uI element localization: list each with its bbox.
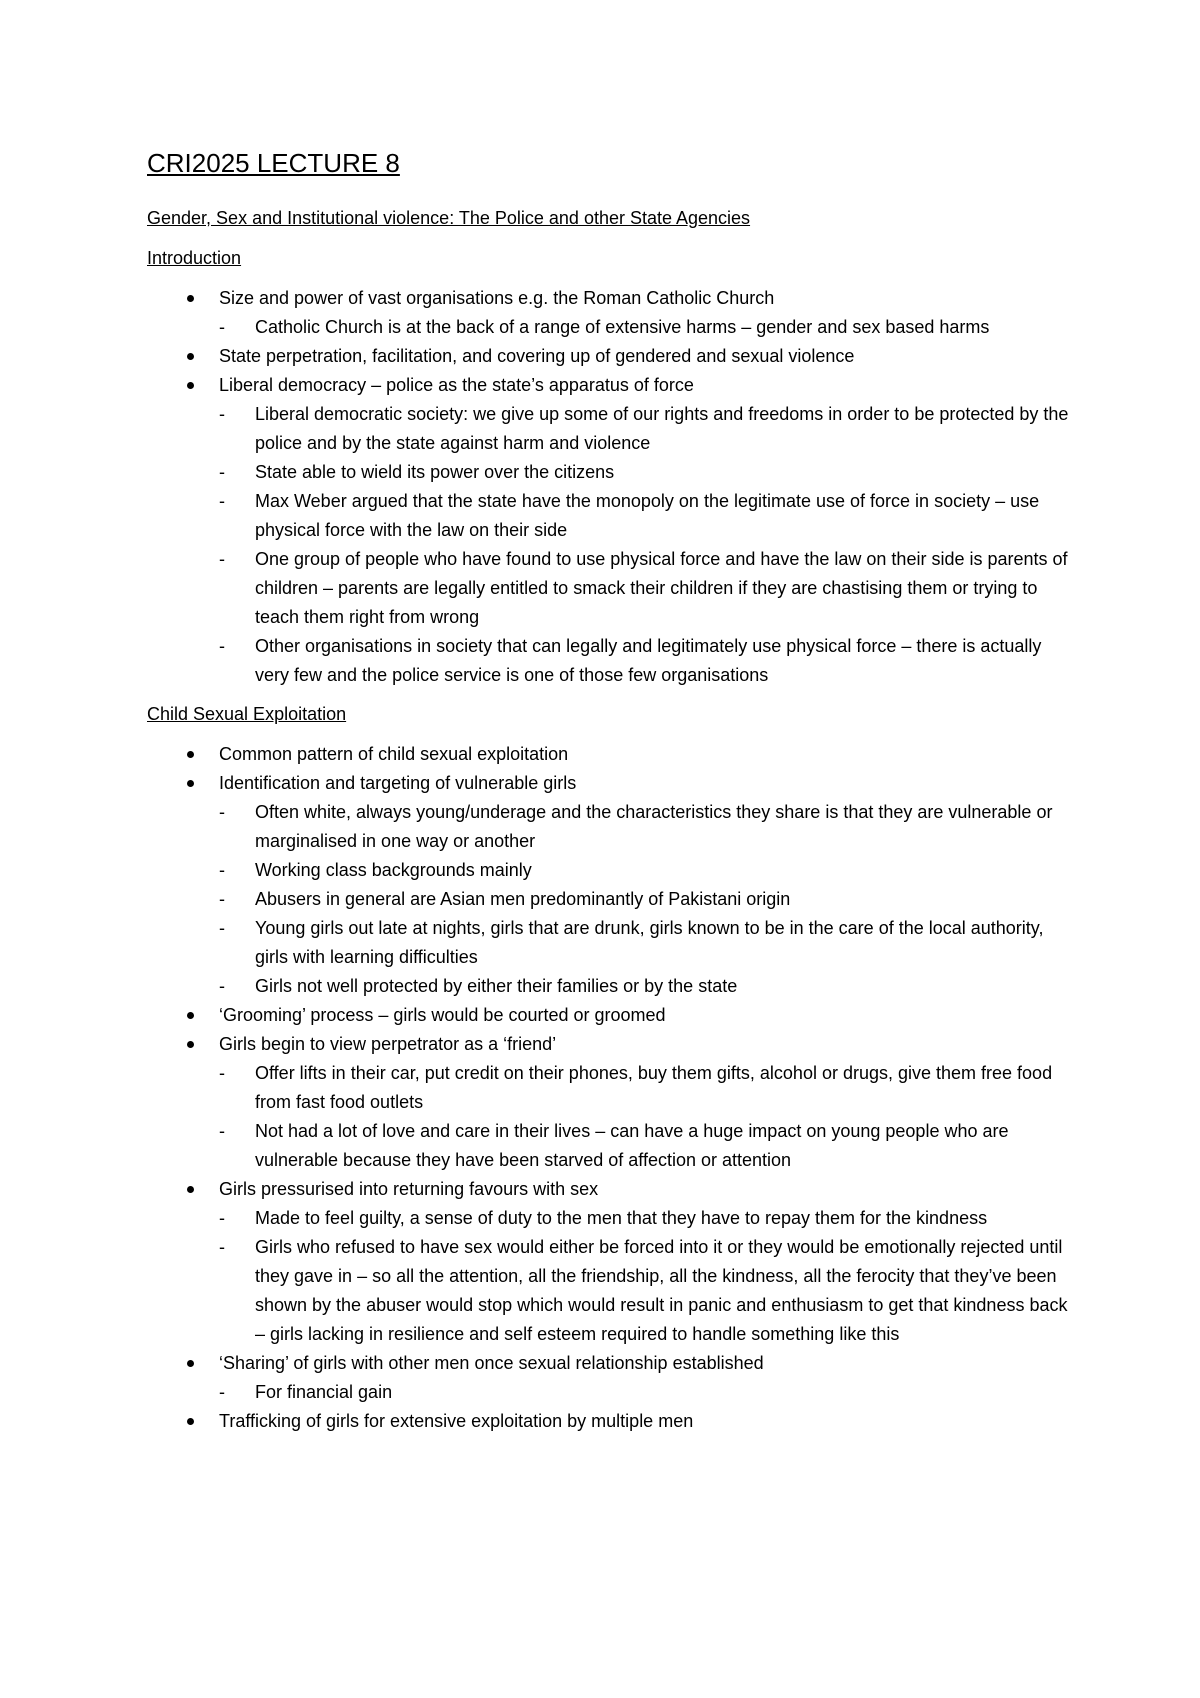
- dash-marker: -: [219, 636, 225, 656]
- bullet-text: Identification and targeting of vulnerable girls: [219, 773, 577, 793]
- dash-marker: -: [219, 491, 225, 511]
- bullet-text: Girls begin to view perpetrator as a ‘friend’: [219, 1034, 557, 1054]
- bullet-dot-icon: [187, 1360, 194, 1367]
- sub-point-text: State able to wield its power over the citizens: [255, 462, 615, 482]
- sub-point-item: [219, 632, 1077, 690]
- sub-point-text: Catholic Church is at the back of a range of extensive harms – gender and sex based harms: [255, 317, 990, 337]
- document-page: [147, 146, 1077, 1448]
- sub-point-list: [219, 798, 1077, 1001]
- bullet-text: Liberal democracy – police as the state’s apparatus of force: [219, 375, 694, 395]
- bullet-text: Trafficking of girls for extensive exploitation by multiple men: [219, 1411, 694, 1431]
- bullet-dot-icon: [187, 1012, 194, 1019]
- sub-point-list: [219, 1204, 1077, 1349]
- bullet-dot-icon: [187, 1186, 194, 1193]
- bullet-item: [147, 371, 1077, 690]
- sub-point-item: [219, 856, 1077, 885]
- dash-marker: -: [219, 918, 225, 938]
- sub-point-item: [219, 798, 1077, 856]
- sub-point-text: Girls not well protected by either their families or by the state: [255, 976, 738, 996]
- dash-marker: -: [219, 802, 225, 822]
- bullet-text: ‘Grooming’ process – girls would be courted or groomed: [219, 1005, 666, 1025]
- dash-marker: -: [219, 404, 225, 424]
- sub-point-item: [219, 545, 1077, 632]
- sub-point-item: [219, 972, 1077, 1001]
- sub-point-item: [219, 885, 1077, 914]
- sub-point-text: For financial gain: [255, 1382, 393, 1402]
- section-heading: Introduction: [147, 248, 242, 268]
- dash-marker: -: [219, 1121, 225, 1141]
- sub-point-text: Young girls out late at nights, girls that are drunk, girls known to be in the care of the local authority, girls with learning difficulties: [255, 918, 1044, 967]
- sub-point-item: [219, 1378, 1077, 1407]
- sub-point-list: [219, 1059, 1077, 1175]
- dash-marker: -: [219, 976, 225, 996]
- bullet-item: [147, 740, 1077, 769]
- sub-point-list: [219, 400, 1077, 690]
- dash-marker: -: [219, 1382, 225, 1402]
- sub-point-list: [219, 313, 1077, 342]
- sub-point-text: Often white, always young/underage and the characteristics they share is that they are vulnerable or marginalised in one way or another: [255, 802, 1053, 851]
- sub-point-text: Girls who refused to have sex would either be forced into it or they would be emotionally rejected until they gave in – so all the attention, all the friendship, all the kindness, all the ferocity that they’ve been shown by the abuser would stop which would result in panic and enthusiasm to get that kindness back – girls lacking in resilience and self esteem required to handle something like this: [255, 1237, 1068, 1344]
- bullet-text: Girls pressurised into returning favours with sex: [219, 1179, 599, 1199]
- sub-point-text: Abusers in general are Asian men predominantly of Pakistani origin: [255, 889, 791, 909]
- sub-point-text: One group of people who have found to use physical force and have the law on their side is parents of children – parents are legally entitled to smack their children if they are chastising them or trying to teach them right from wrong: [255, 549, 1068, 627]
- document-body: [147, 246, 1077, 1436]
- sub-point-text: Max Weber argued that the state have the monopoly on the legitimate use of force in society – use physical force with the law on their side: [255, 491, 1040, 540]
- sub-point-text: Made to feel guilty, a sense of duty to the men that they have to repay them for the kindness: [255, 1208, 988, 1228]
- bullet-item: [147, 1407, 1077, 1436]
- bullet-text: State perpetration, facilitation, and covering up of gendered and sexual violence: [219, 346, 855, 366]
- sub-point-item: [219, 1059, 1077, 1117]
- bullet-dot-icon: [187, 1041, 194, 1048]
- document-title: CRI2025 LECTURE 8: [147, 148, 400, 178]
- bullet-dot-icon: [187, 382, 194, 389]
- dash-marker: -: [219, 889, 225, 909]
- bullet-list: [147, 740, 1077, 1436]
- sub-point-list: [219, 1378, 1077, 1407]
- bullet-text: ‘Sharing’ of girls with other men once sexual relationship established: [219, 1353, 764, 1373]
- sub-point-item: [219, 487, 1077, 545]
- bullet-item: [147, 1175, 1077, 1349]
- bullet-dot-icon: [187, 353, 194, 360]
- sub-point-item: [219, 1204, 1077, 1233]
- bullet-item: [147, 1030, 1077, 1175]
- section-heading: Child Sexual Exploitation: [147, 704, 347, 724]
- bullet-dot-icon: [187, 295, 194, 302]
- sub-point-text: Liberal democratic society: we give up some of our rights and freedoms in order to be protected by the police and by the state against harm and violence: [255, 404, 1069, 453]
- bullet-dot-icon: [187, 751, 194, 758]
- dash-marker: -: [219, 549, 225, 569]
- sub-point-text: Offer lifts in their car, put credit on their phones, buy them gifts, alcohol or drugs, give them free food from fast food outlets: [255, 1063, 1053, 1112]
- dash-marker: -: [219, 462, 225, 482]
- sub-point-item: [219, 1233, 1077, 1349]
- sub-point-item: [219, 458, 1077, 487]
- document-subtitle: Gender, Sex and Institutional violence: The Police and other State Agencies: [147, 208, 751, 228]
- dash-marker: -: [219, 317, 225, 337]
- bullet-item: [147, 284, 1077, 342]
- sub-point-text: Other organisations in society that can legally and legitimately use physical force – there is actually very few and the police service is one of those few organisations: [255, 636, 1042, 685]
- bullet-list: [147, 284, 1077, 690]
- bullet-item: [147, 342, 1077, 371]
- bullet-text: Size and power of vast organisations e.g. the Roman Catholic Church: [219, 288, 775, 308]
- sub-point-text: Not had a lot of love and care in their lives – can have a huge impact on young people who are vulnerable because they have been starved of affection or attention: [255, 1121, 1009, 1170]
- bullet-dot-icon: [187, 1418, 194, 1425]
- bullet-item: [147, 1001, 1077, 1030]
- dash-marker: -: [219, 1063, 225, 1083]
- dash-marker: -: [219, 1237, 225, 1257]
- bullet-item: [147, 1349, 1077, 1407]
- bullet-text: Common pattern of child sexual exploitation: [219, 744, 569, 764]
- sub-point-item: [219, 914, 1077, 972]
- dash-marker: -: [219, 860, 225, 880]
- dash-marker: -: [219, 1208, 225, 1228]
- sub-point-text: Working class backgrounds mainly: [255, 860, 532, 880]
- sub-point-item: [219, 1117, 1077, 1175]
- sub-point-item: [219, 400, 1077, 458]
- sub-point-item: [219, 313, 1077, 342]
- bullet-item: [147, 769, 1077, 1001]
- bullet-dot-icon: [187, 780, 194, 787]
